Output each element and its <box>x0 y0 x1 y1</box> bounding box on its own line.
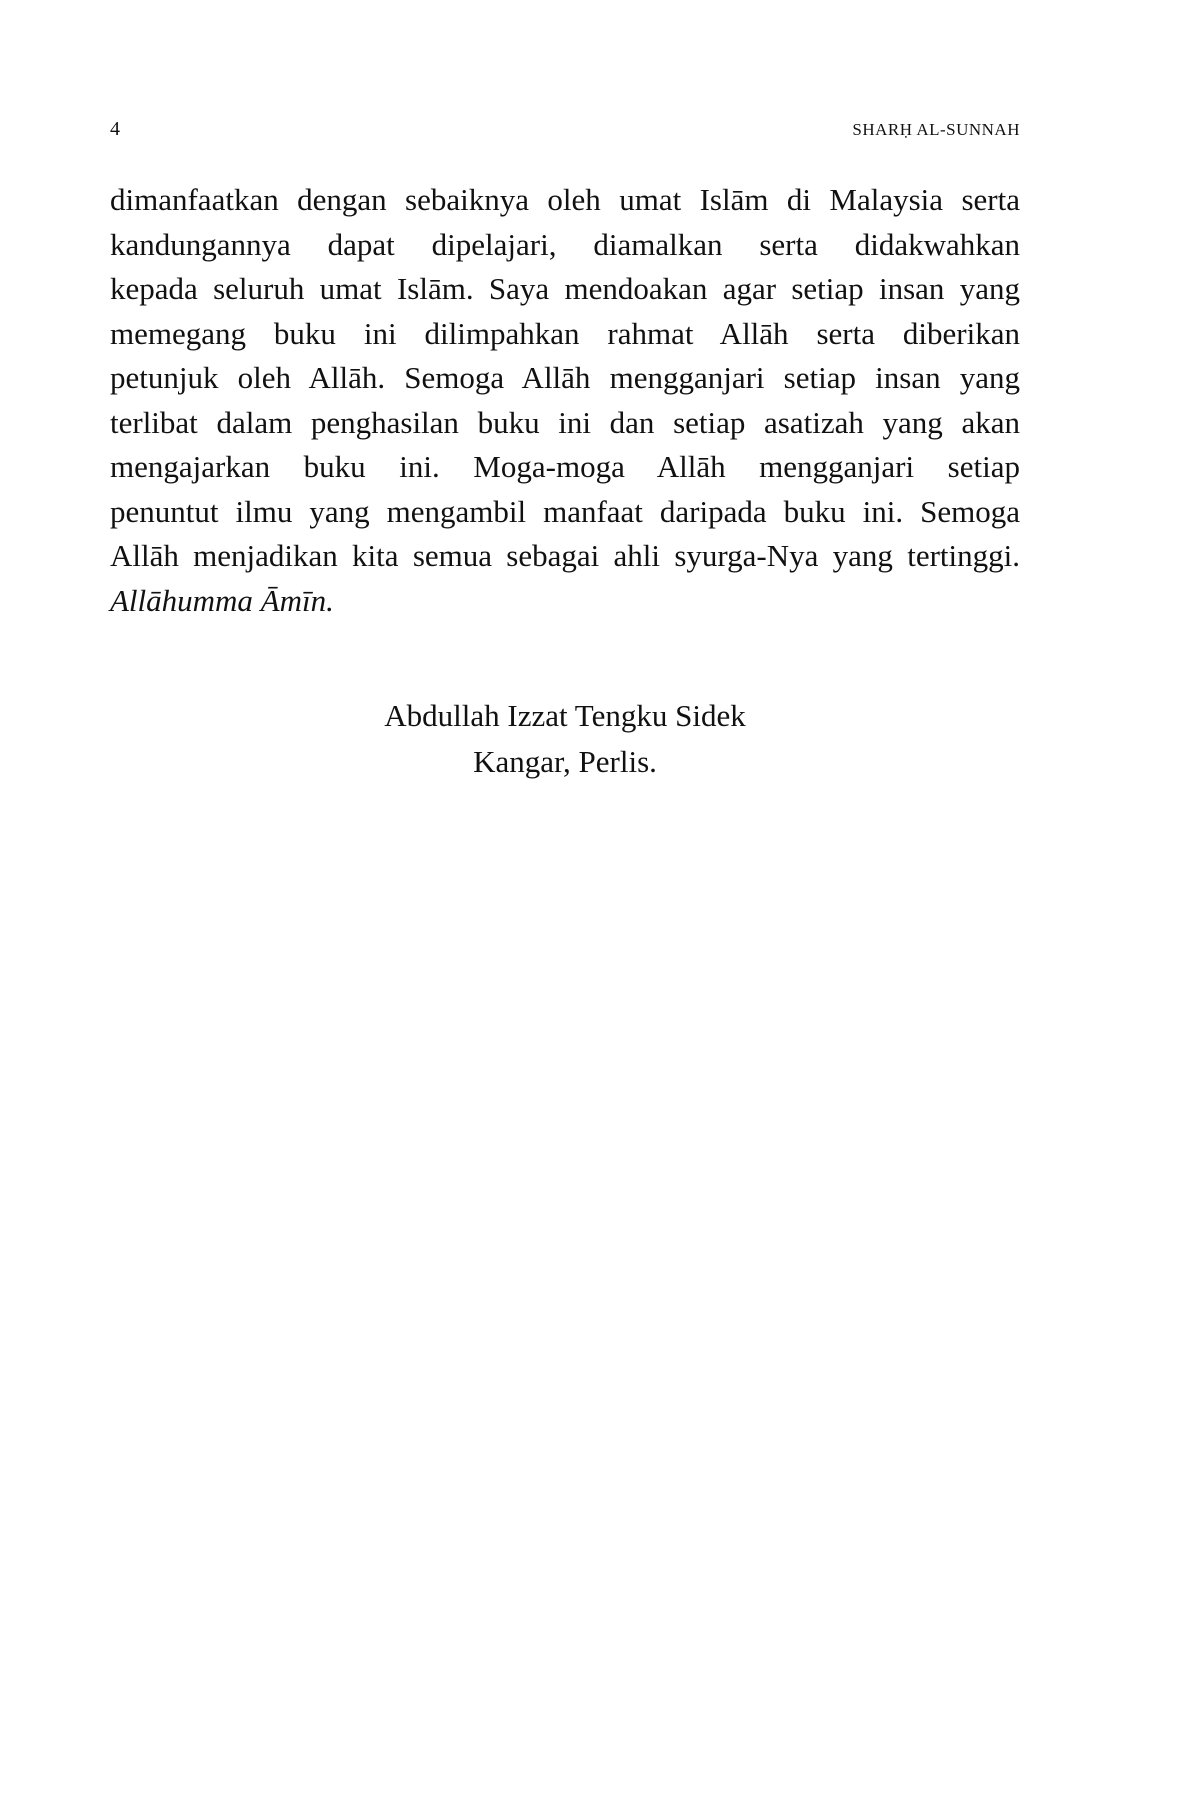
running-title: SHARḤ AL-SUNNAH <box>852 120 1020 139</box>
paragraph-line: kandungannya dapat dipelajari, diamalkan serta didakwahkan <box>110 226 1020 262</box>
paragraph-line: terlibat dalam penghasilan buku ini dan setiap asatizah yang akan <box>110 404 1020 440</box>
page-header <box>110 118 1020 148</box>
paragraph-line: petunjuk oleh Allāh. Semoga Allāh mengganjari setiap insan yang <box>110 360 1020 395</box>
paragraph-line: Allāh menjadikan kita semua sebagai ahli syurga-Nya yang tertinggi. <box>110 538 1020 573</box>
closing-prayer: Allāhumma Āmīn. <box>110 582 334 618</box>
signature-place: Kangar, Perlis. <box>473 744 657 779</box>
body-paragraph <box>110 178 1020 623</box>
paragraph-line: dimanfaatkan dengan sebaiknya oleh umat Islām di Malaysia serta <box>110 182 1020 217</box>
signature-name: Abdullah Izzat Tengku Sidek <box>384 698 746 733</box>
paragraph-line: mengajarkan buku ini. Moga-moga Allāh mengganjari setiap <box>110 449 1020 484</box>
paragraph-line: kepada seluruh umat Islām. Saya mendoakan agar setiap insan yang <box>110 271 1020 306</box>
paragraph-line: memegang buku ini dilimpahkan rahmat Allāh serta diberikan <box>110 315 1020 351</box>
signature-block <box>110 693 1020 785</box>
paragraph-line: penuntut ilmu yang mengambil manfaat daripada buku ini. Semoga <box>110 493 1020 529</box>
page-number: 4 <box>110 118 120 140</box>
